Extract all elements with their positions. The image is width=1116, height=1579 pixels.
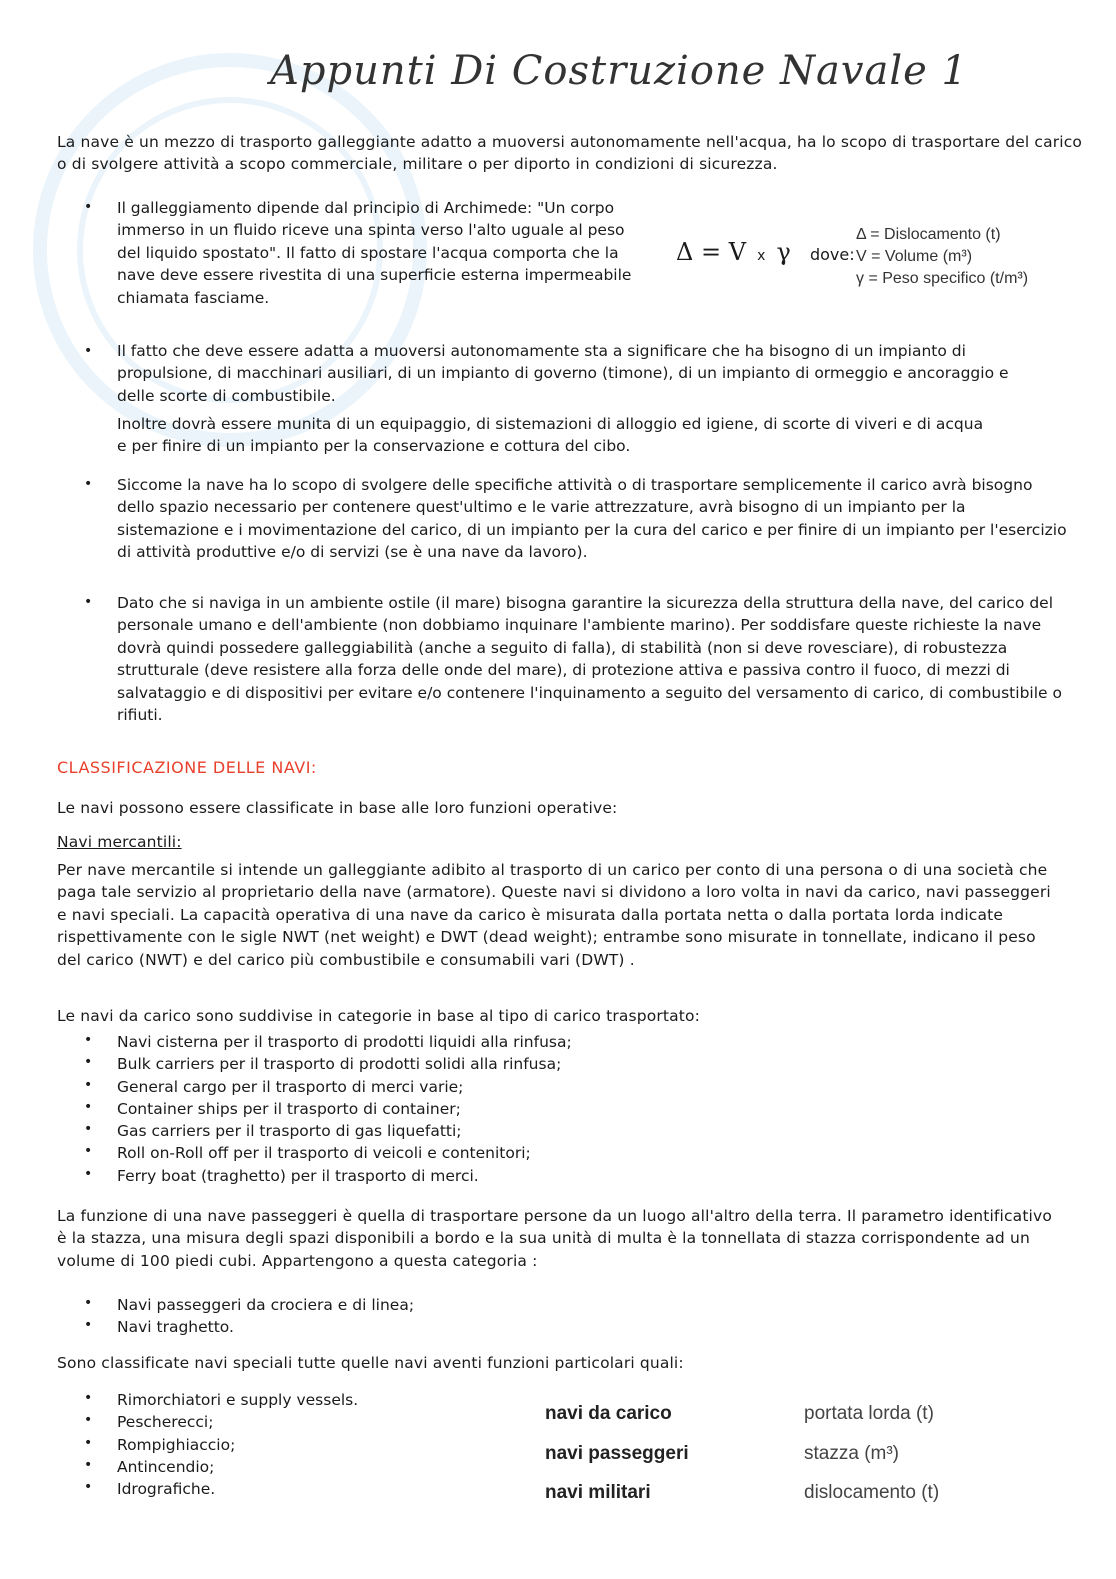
displacement-formula <box>676 238 855 266</box>
legend-volume: V = Volume (m³) <box>856 248 973 265</box>
intro-paragraph: La nave è un mezzo di trasporto galleggiante adatto a muoversi autonomamente nell'acqua, ha lo scopo di trasportare del carico o di svolgere attività a scopo commerciale, militare o per diporto in condizioni di sicurezza. <box>57 133 1083 174</box>
table-value: dislocamento (t) <box>804 1482 940 1503</box>
bullet-marker: • <box>84 199 93 215</box>
table-key: navi da carico <box>545 1403 672 1424</box>
carico-intro: Le navi da carico sono suddivise in categorie in base al tipo di carico trasportato: <box>57 1007 700 1025</box>
speciali-intro: Sono classificate navi speciali tutte quelle navi aventi funzioni particolari quali: <box>57 1354 684 1372</box>
table-value: stazza (m³) <box>804 1442 899 1464</box>
legend-specific-weight: γ = Peso specifico (t/m³) <box>856 270 1029 287</box>
passeggeri-paragraph: La funzione di una nave passeggeri è quella di trasportare persone da un luogo all'altro della terra. Il parametro identificativo è la stazza, una misura degli spazi disponibili a bordo e la sua unità di multa è la tonnellata di stazza corrispondente ad un volume di 100 piedi cubi. Appartengono a questa categoria : <box>57 1207 1052 1270</box>
formula-gamma: γ <box>776 238 791 266</box>
table-key: navi militari <box>545 1482 651 1503</box>
formula-legend <box>856 224 1028 290</box>
formula-lhs: Δ = V <box>676 238 747 266</box>
bullet-marker: • <box>84 343 93 359</box>
bullet-equipaggio: Inoltre dovrà essere munita di un equipaggio, di sistemazioni di alloggio ed igiene, di scorte di viveri e di acqua e per finire di un impianto per la conservazione e cottura del cibo. <box>117 415 984 456</box>
formula-dove: dove: <box>809 245 855 264</box>
subheading-mercantili: Navi mercantili: <box>57 833 182 851</box>
bullet-sicurezza: Dato che si naviga in un ambiente ostile (il mare) bisogna garantire la sicurezza della struttura della nave, del carico del personale umano e dell'ambiente (non dobbiamo inquinare l'ambiente marino). Per soddisfare queste richieste la nave dovrà quindi possedere galleggiabilità (anche a seguito di falla), di stabilità (non si deve rovesciare), di robustezza strutturale (deve resistere alla forza delle onde del mare), di protezione attiva e passiva contro il fuoco, di mezzi di salvataggio e di dispositivi per evitare e/o contenere l'inquinamento a seguito del versamento di carico, di combustibile o rifiuti. <box>117 594 1062 725</box>
classification-intro: Le navi possono essere classificate in base alle loro funzioni operative: <box>57 799 618 817</box>
formula-times: x <box>757 248 766 264</box>
table-value: portata lorda (t) <box>804 1403 934 1424</box>
document-page: Appunti Di Costruzione Navale 1 La nave è un mezzo di trasporto galleggiante adatto a muoversi autonomamente nell'acqua, ha lo scopo di trasportare del carico o di svolgere attività a scopo commerciale, militare o per diporto in condizioni di sicurezza. • Il galleggiamento dipende dal principio di Archimede: "Un corpo immerso in un fluido riceve una spinta verso l'alto uguale al peso del liquido spostato". Il fatto di spostare l'acqua comporta che la nave deve essere rivestita di una superficie esterna impermeabile chiamata fasciame. Δ = V x γ dove: Δ = Dislocamento (t) V = Volume (m³) γ = Peso specifico (t/m³) • Il fatto che deve essere adatta a muoversi autonomamente sta a significare che ha bisogno di un impianto di propulsione, di macchinari ausiliari, di un impianto di governo (timone), di un impianto di ormeggio e ancoraggio e delle scorte di combustibile. Inoltre dovrà essere munita di un equipaggio, di sistemazioni di alloggio ed igiene, di scorte di viveri e di acqua e per finire di un impianto per la conservazione e cottura del cibo. • Siccome la nave ha lo scopo di svolgere delle specifiche attività o di trasportare semplicemente il carico avrà bisogno dello spazio necessario per contenere quest'ultimo e le varie attrezzature, avrà bisogno di un impianto per la sistemazione e i movimentazione del carico, di un impianto per la cura del carico e per finire di un impianto per l'esercizio di attività produttive e/o di servizi (se è una nave da lavoro). • Dato che si naviga in un ambiente ostile (il mare) bisogna garantire la sicurezza della struttura della nave, del carico del personale umano e dell'ambiente (non dobbiamo inquinare l'ambiente marino). Per soddisfare queste richieste la nave dovrà quindi possedere galleggiabilità (anche a seguito di falla), di stabilità (non si deve rovesciare), di robustezza strutturale (deve resistere alla forza delle onde del mare), di protezione attiva e passiva contro il fuoco, di mezzi di salvataggio e di dispositivi per evitare e/o contenere l'inquinamento a seguito del versamento di carico, di combustibile o rifiuti. CLASSIFICAZIONE DELLE NAVI: Le navi possono essere classificate in base alle loro funzioni operative: Navi mercantili: Per nave mercantile si intende un galleggiante adibito al trasporto di un carico per conto di una persona o di una società che paga tale servizio al proprietario della nave (armatore). Queste navi si dividono a loro volta in navi da carico, navi passeggeri e navi speciali. La capacità operativa di una nave da carico è misurata dalla portata netta o dalla portata lorda indicate rispettivamente con le sigle NWT (net weight) e DWT (dead weight); entrambe sono misurate in tonnellate, indicano il peso del carico (NWT) e del carico più combustibile e consumabili vari (DWT) . Le navi da carico sono suddivise in categorie in base al tipo di carico trasportato: • Navi cisterna per il trasporto di prodotti liquidi alla rinfusa; • Bulk carriers per il trasporto di prodotti solidi alla rinfusa; • General cargo per il trasporto di merci varie; • Container ships per il trasporto di container; • Gas carriers per il trasporto di gas liquefatti; • Roll on-Roll off per il trasporto di veicoli e contenitori; • Ferry boat (traghetto) per il trasporto di merci. La funzione di una nave passeggeri è quella di trasportare persone da un luogo all'altro della terra. Il parametro identificativo è la stazza, una misura degli spazi disponibili a bordo e la sua unità di multa è la tonnellata di stazza corrispondente ad un volume di 100 piedi cubi. Appartengono a questa categoria : • Navi passeggeri da crociera e di linea; • Navi traghetto. Sono classificate navi speciali tutte quelle navi aventi funzioni particolari quali: • Rimorchiatori e supply vessels. • Pescherecci; • Rompighiaccio; • Antincendio; • Idrografiche. navi da carico portata lorda (t) navi passeggeri stazza (m³) navi militari dislocamento (t) <box>0 0 1116 1579</box>
table-key: navi passeggeri <box>545 1442 689 1464</box>
page-title: Appunti Di Costruzione Navale 1 <box>270 48 968 94</box>
section-heading: CLASSIFICAZIONE DELLE NAVI: <box>57 758 317 777</box>
mercantili-paragraph: Per nave mercantile si intende un galleggiante adibito al trasporto di un carico per conto di una persona o di una società che paga tale servizio al proprietario della nave (armatore). Queste navi si dividono a loro volta in navi da carico, navi passeggeri e navi speciali. La capacità operativa di una nave da carico è misurata dalla portata netta o dalla portata lorda indicate rispettivamente con le sigle NWT (net weight) e DWT (dead weight); entrambe sono misurate in tonnellate, indicano il peso del carico (NWT) e del carico più combustibile e consumabili vari (DWT) . <box>57 861 1051 969</box>
bullet-carico: Siccome la nave ha lo scopo di svolgere delle specifiche attività o di trasportare semplicemente il carico avrà bisogno dello spazio necessario per contenere quest'ultimo e le varie attrezzature, avrà bisogno di un impianto per la sistemazione e i movimentazione del carico, di un impianto per la cura del carico e per finire di un impianto per l'esercizio di attività produttive e/o di servizi (se è una nave da lavoro). <box>117 476 1067 562</box>
bullet-marker: • <box>84 594 93 610</box>
bullet-archimede: Il galleggiamento dipende dal principio di Archimede: "Un corpo immerso in un fluido riceve una spinta verso l'alto uguale al peso del liquido spostato". Il fatto di spostare l'acqua comporta che la nave deve essere rivestita di una superficie esterna impermeabile chiamata fasciame. <box>117 199 632 307</box>
bullet-marker: • <box>84 476 93 492</box>
legend-displacement: Δ = Dislocamento (t) <box>856 226 1001 243</box>
bullet-propulsione: Il fatto che deve essere adatta a muoversi autonomamente sta a significare che ha bisogno di un impianto di propulsione, di macchinari ausiliari, di un impianto di governo (timone), di un impianto di ormeggio e ancoraggio e delle scorte di combustibile. <box>117 342 1009 405</box>
